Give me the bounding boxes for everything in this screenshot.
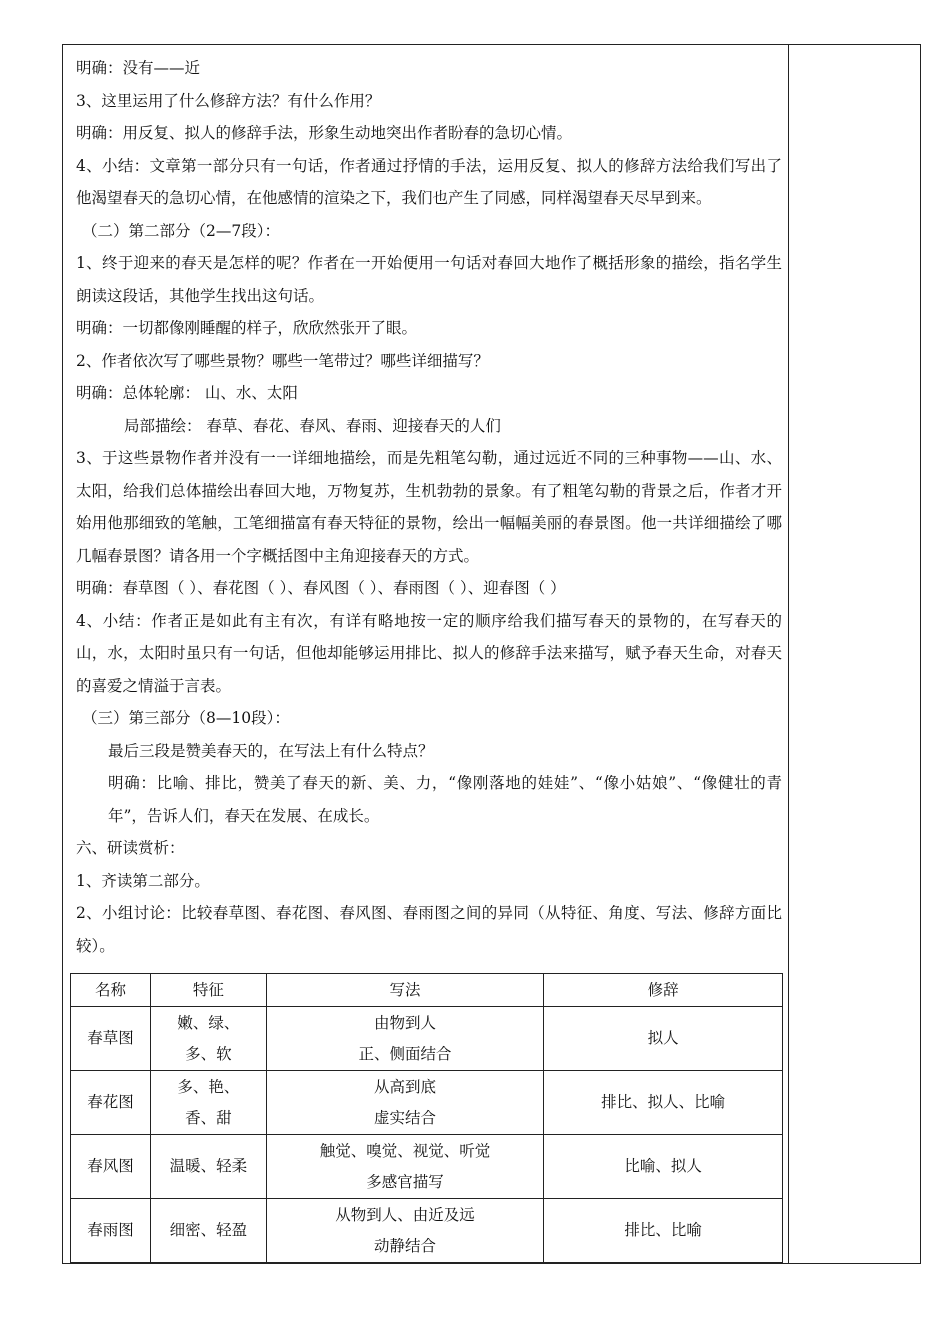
cell-method-line: 从高到底 — [374, 1077, 437, 1096]
column-divider — [788, 44, 789, 1264]
text-line: 明确：总体轮廓： 山、水、太阳 — [76, 384, 298, 402]
header-rhetoric: 修辞 — [544, 974, 783, 1007]
cell-feature-line: 温暖、轻柔 — [169, 1157, 248, 1175]
cell-method — [266, 1007, 544, 1071]
cell-name: 春风图 — [71, 1135, 151, 1199]
cell-name: 春花图 — [71, 1071, 151, 1135]
cell-method-line: 虚实结合 — [374, 1108, 437, 1127]
table-header-row — [71, 974, 783, 1007]
text-line: 明确：春草图（ ）、春花图（ ）、春风图（ ）、春雨图（ ）、迎春图（ ） — [76, 579, 566, 597]
cell-feature-line: 多、软 — [185, 1044, 232, 1063]
text-line: （三）第三部分（8—10段）： — [82, 709, 290, 727]
cell-feature-line: 嫩、绿、 — [177, 1013, 240, 1032]
text-line: 明确：用反复、拟人的修辞手法，形象生动地突出作者盼春的急切心情。 — [76, 124, 573, 142]
cell-rhetoric: 拟人 — [544, 1007, 783, 1071]
cell-method-line: 触觉、嗅觉、视觉、听觉 — [319, 1141, 491, 1160]
table-row — [71, 1071, 783, 1135]
text-line: 1、终于迎来的春天是怎样的呢？作者在一开始便用一句话对春回大地作了概括形象的描绘，指名学生朗读这段话，其他学生找出这句话。 — [76, 254, 782, 305]
cell-method — [266, 1199, 544, 1263]
table-row — [71, 1135, 783, 1199]
cell-name: 春雨图 — [71, 1199, 151, 1263]
cell-feature — [150, 1007, 266, 1071]
text-line: 明确：比喻、排比，赞美了春天的新、美、力，“像刚落地的娃娃”、“像小姑娘”、“像健壮的青年”，告诉人们，春天在发展、在成长。 — [108, 774, 782, 825]
cell-method-line: 动静结合 — [374, 1236, 437, 1255]
text-line: 3、于这些景物作者并没有一一详细地描绘，而是先粗笔勾勒，通过远近不同的三种事物——山、水、太阳，给我们总体描绘出春回大地，万物复苏，生机勃勃的景象。有了粗笔勾勒的背景之后，作者才开始用他那细致的笔触，工笔细描富有春天特征的景物，绘出一幅幅美丽的春景图。他一共详细描绘了哪几幅春景图？请各用一个字概括图中主角迎接春天的方式。 — [76, 449, 782, 565]
cell-rhetoric: 排比、比喻 — [544, 1199, 783, 1263]
comparison-table — [70, 973, 783, 1263]
text-line: 明确：一切都像刚睡醒的样子，欣欣然张开了眼。 — [76, 319, 418, 337]
cell-method — [266, 1135, 544, 1199]
cell-feature — [150, 1071, 266, 1135]
text-line: 4、小结：作者正是如此有主有次，有详有略地按一定的顺序给我们描写春天的景物的，在写春天的山，水，太阳时虽只有一句话，但他却能够运用排比、拟人的修辞手法来描写，赋予春天生命，对春天的喜爱之情溢于言表。 — [76, 611, 782, 695]
lesson-text — [76, 52, 782, 962]
cell-method-line: 正、侧面结合 — [358, 1044, 452, 1063]
text-line: 2、作者依次写了哪些景物？哪些一笔带过？哪些详细描写？ — [76, 351, 489, 370]
table-row — [71, 1007, 783, 1071]
text-line: 局部描绘： 春草、春花、春风、春雨、迎接春天的人们 — [124, 416, 501, 435]
text-line: 3、这里运用了什么修辞方法？有什么作用？ — [76, 91, 381, 110]
text-line: 明确：没有——近 — [76, 59, 201, 77]
cell-method-line: 由物到人 — [374, 1013, 437, 1032]
cell-method — [266, 1071, 544, 1135]
header-feature: 特征 — [150, 974, 266, 1007]
cell-feature — [150, 1135, 266, 1199]
text-line: 最后三段是赞美春天的，在写法上有什么特点？ — [108, 741, 434, 760]
cell-feature-line: 细密、轻盈 — [169, 1221, 248, 1239]
cell-rhetoric: 排比、拟人、比喻 — [544, 1071, 783, 1135]
cell-feature-line: 香、甜 — [185, 1108, 232, 1127]
cell-method-line: 从物到人、由近及远 — [335, 1205, 475, 1224]
header-method: 写法 — [266, 974, 544, 1007]
text-line: （二）第二部分（2—7段）： — [82, 221, 280, 240]
text-line: 2、小组讨论：比较春草图、春花图、春风图、春雨图之间的异同（从特征、角度、写法、修辞方面比较）。 — [76, 904, 782, 955]
cell-rhetoric: 比喻、拟人 — [544, 1135, 783, 1199]
cell-name: 春草图 — [71, 1007, 151, 1071]
cell-feature — [150, 1199, 266, 1263]
text-line: 六、研读赏析： — [76, 839, 185, 857]
header-name: 名称 — [71, 974, 151, 1007]
cell-feature-line: 多、艳、 — [177, 1077, 240, 1096]
table-row — [71, 1199, 783, 1263]
text-line: 1、齐读第二部分。 — [76, 871, 210, 890]
text-line: 4、小结：文章第一部分只有一句话，作者通过抒情的手法，运用反复、拟人的修辞方法给我们写出了他渴望春天的急切心情，在他感情的渲染之下，我们也产生了同感，同样渴望春天尽早到来。 — [76, 156, 782, 207]
cell-method-line: 多感官描写 — [366, 1172, 444, 1191]
